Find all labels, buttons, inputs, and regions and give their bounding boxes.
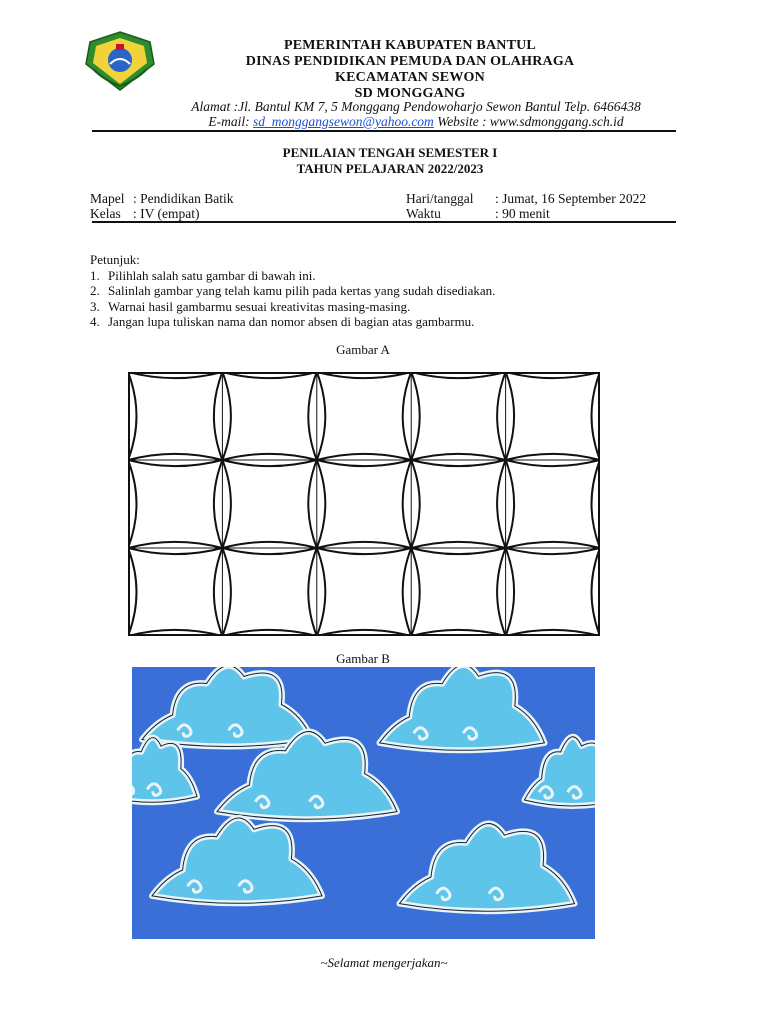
instruction-number: 1. — [90, 267, 100, 283]
meta-divider — [92, 221, 676, 223]
department-name: DINAS PENDIDIKAN PEMUDA DAN OLAHRAGA — [245, 54, 575, 69]
website-text: Website : www.sdmonggang.sch.id — [433, 114, 624, 129]
subject-value: : Pendidikan Batik — [133, 191, 234, 206]
class-label: Kelas — [90, 206, 121, 221]
date-label: Hari/tanggal — [406, 191, 474, 206]
figure-a-caption: Gambar A — [336, 342, 390, 357]
academic-year: TAHUN PELAJARAN 2022/2023 — [296, 161, 484, 176]
instructions-heading: Petunjuk: — [90, 252, 140, 267]
instruction-item — [90, 283, 670, 299]
instruction-item — [90, 268, 670, 284]
instruction-item — [90, 299, 670, 315]
duration-label: Waktu — [406, 206, 441, 221]
email-link[interactable]: sd_monggangsewon@yahoo.com — [253, 114, 434, 129]
instruction-number: 2. — [90, 283, 100, 298]
instruction-item — [90, 314, 670, 330]
instruction-number: 4. — [90, 314, 100, 329]
district-name: KECAMATAN SEWON — [335, 70, 485, 85]
mega-mendung-drawing — [132, 667, 595, 939]
duration-value: : 90 menit — [495, 206, 550, 221]
school-name: SD MONGGANG — [354, 86, 466, 101]
class-value: : IV (empat) — [133, 206, 200, 221]
kawung-pattern-drawing — [128, 372, 600, 636]
instruction-text: Jangan lupa tuliskan nama dan nomor absen di bagian atas gambarmu. — [108, 314, 475, 329]
instruction-text: Salinlah gambar yang telah kamu pilih pada kertas yang sudah disediakan. — [108, 283, 496, 298]
closing-message: ~Selamat mengerjakan~ — [320, 955, 448, 970]
contact-line — [96, 114, 736, 130]
instruction-text: Warnai hasil gambarmu sesuai kreativitas masing-masing. — [108, 298, 411, 314]
instructions — [90, 252, 670, 330]
exam-title: PENILAIAN TENGAH SEMESTER I — [282, 145, 498, 160]
header-divider — [92, 130, 676, 132]
subject-label: Mapel — [90, 191, 125, 206]
government-name: PEMERINTAH KABUPATEN BANTUL — [284, 38, 536, 53]
letterhead — [150, 38, 670, 102]
instruction-text: Pilihlah salah satu gambar di bawah ini. — [108, 267, 316, 283]
date-value: : Jumat, 16 September 2022 — [495, 191, 647, 206]
exam-title-block — [150, 145, 630, 177]
figure-b-caption: Gambar B — [336, 651, 390, 666]
school-address: Alamat :Jl. Bantul KM 7, 5 Monggang Pendowoharjo Sewon Bantul Telp. 6466438 — [191, 99, 641, 114]
regency-emblem-icon — [80, 30, 160, 92]
email-label: E-mail: — [208, 114, 250, 129]
instruction-number: 3. — [90, 298, 100, 314]
